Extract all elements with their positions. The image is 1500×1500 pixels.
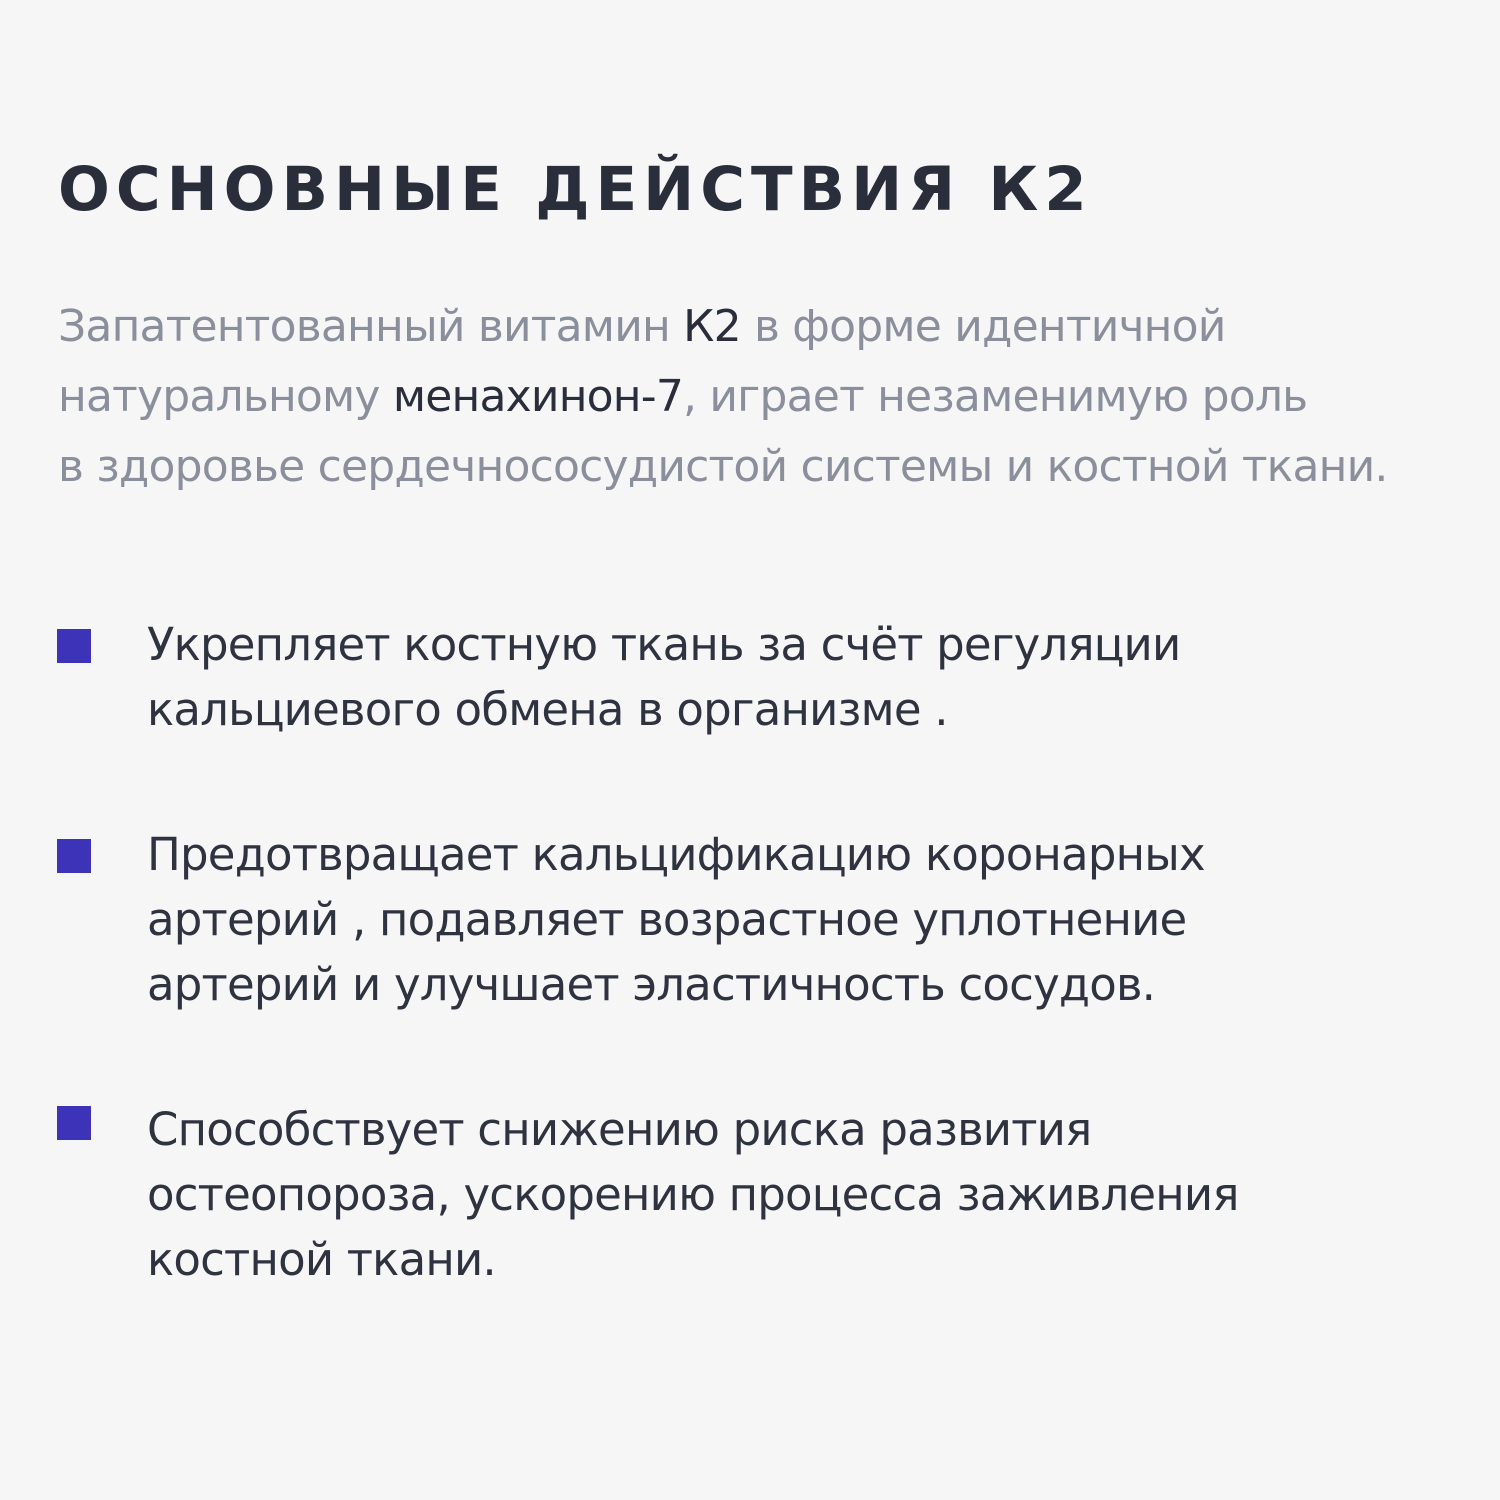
benefit-line: артерий , подавляет возрастное уплотнение — [147, 893, 1187, 946]
intro-highlight-menaquinone: менахинон-7 — [392, 371, 684, 422]
benefit-text — [147, 822, 1205, 1017]
intro-text: в форме идентичной — [740, 301, 1226, 352]
page-title: ОСНОВНЫЕ ДЕЙСТВИЯ К2 — [58, 154, 1093, 225]
benefit-line: костной ткани. — [147, 1233, 496, 1286]
square-bullet-icon — [57, 629, 91, 663]
benefit-line: Способствует снижению риска развития — [147, 1103, 1092, 1156]
benefit-line: кальциевого обмена в организме . — [147, 683, 948, 736]
intro-text: Запатентованный витамин — [58, 301, 684, 352]
benefit-line: Укрепляет костную ткань за счёт регуляции — [147, 618, 1181, 671]
square-bullet-icon — [57, 1106, 91, 1140]
benefit-line: артерий и улучшает эластичность сосудов. — [147, 958, 1156, 1011]
benefit-text — [147, 612, 1180, 742]
intro-text: , играет незаменимую роль — [683, 371, 1308, 422]
benefit-text — [147, 1097, 1239, 1292]
benefit-line: Предотвращает кальцификацию коронарных — [147, 828, 1205, 881]
intro-highlight-k2: К2 — [683, 301, 741, 352]
intro-line-3: в здоровье сердечнососудистой системы и костной ткани. — [58, 441, 1388, 492]
square-bullet-icon — [57, 839, 91, 873]
intro-text: натуральному — [58, 371, 393, 422]
benefit-line: остеопороза, ускорению процесса заживления — [147, 1168, 1239, 1221]
